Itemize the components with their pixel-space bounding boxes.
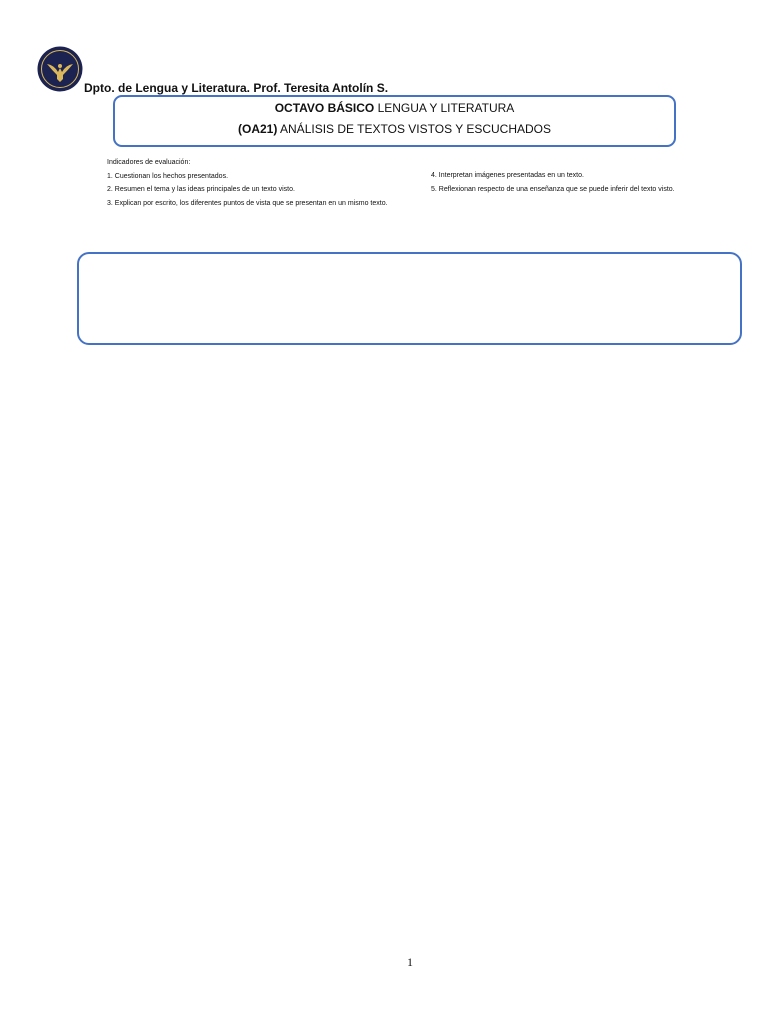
indicator-item: 2. Resumen el tema y las ideas principales de un texto visto. bbox=[107, 186, 295, 193]
course-title-bold: OCTAVO BÁSICO bbox=[274, 101, 375, 115]
indicator-item: 5. Reflexionan respecto de una enseñanza que se puede inferir del texto visto. bbox=[431, 185, 675, 193]
indicator-item: 1. Cuestionan los hechos presentados. bbox=[107, 172, 229, 180]
title-box bbox=[113, 95, 676, 147]
course-title bbox=[115, 101, 674, 116]
indicator-item: 4. Interpretan imágenes presentadas en un texto. bbox=[431, 172, 584, 179]
indicators-left-column bbox=[107, 156, 397, 210]
objective-title bbox=[115, 122, 674, 137]
department-header: Dpto. de Lengua y Literatura. Prof. Teresita Antolín S. bbox=[84, 81, 389, 95]
answer-box bbox=[77, 252, 742, 345]
objective-name: ANÁLISIS DE TEXTOS VISTOS Y ESCUCHADOS bbox=[277, 122, 551, 136]
evaluation-indicators bbox=[107, 156, 747, 226]
course-title-rest: LENGUA Y LITERATURA bbox=[374, 101, 515, 115]
page-number: 1 bbox=[407, 955, 413, 969]
school-crest-icon bbox=[37, 46, 83, 92]
indicators-right-column bbox=[431, 169, 751, 196]
indicators-heading: Indicadores de evaluación: bbox=[107, 159, 191, 166]
indicator-item: 3. Explican por escrito, los diferentes puntos de vista que se presentan en un mismo texto. bbox=[107, 199, 388, 207]
objective-code: (OA21) bbox=[238, 122, 278, 136]
